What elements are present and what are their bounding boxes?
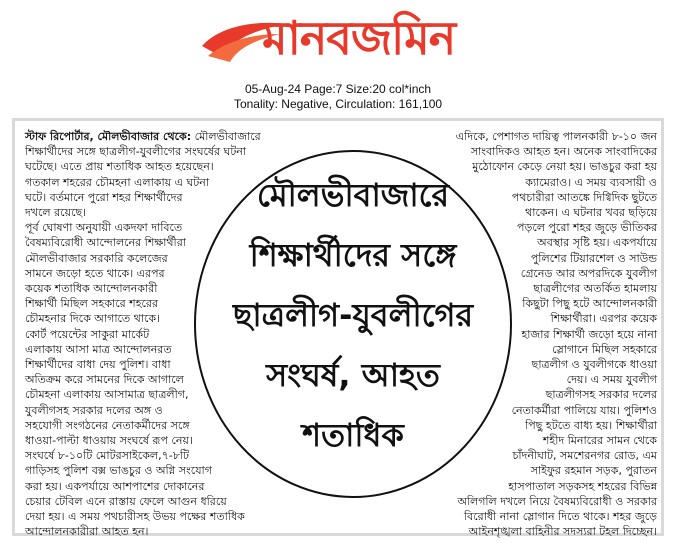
- article-line: শিক্ষার্থীরা। এরপর কয়েক: [550, 312, 657, 326]
- article-line: সাইফুর রহমান সড়ক, পুরাতন: [530, 464, 657, 478]
- headline-line: সংঘর্ষ, আহত: [266, 356, 440, 394]
- article-line: পথচারীরা আতঙ্কে দিগ্বিদিক ছুটতে: [511, 190, 657, 204]
- article-line: কয়েক শতাধিক আন্দোলনকারী: [25, 282, 158, 296]
- article-line: এদিকে, পেশাগত দায়িত্ব পালনকারী ৮-১০ জন: [455, 130, 657, 143]
- article-line: দখলে রয়েছে।: [25, 206, 87, 220]
- masthead-title: মানবজমিন: [262, 11, 456, 65]
- article-line: হাসপাতাল সড়কসহ শহরের বিভিন্ন: [508, 479, 657, 493]
- article-line: গ্রেনেড আর অপরদিকে যুবলীগ: [520, 266, 657, 280]
- article-line: সহযোগী সংগঠনের নেতাকর্মীদের সঙ্গে: [25, 418, 190, 432]
- article-line: অতিক্রম করে সামনের দিকে আগালে: [25, 373, 184, 387]
- article-line: কোর্ট পয়েন্টের সাকুরা মার্কেট: [25, 327, 150, 341]
- article-line: অলিগলি দখলে নিয়ে বৈষম্যবিরোধী ও সরকার: [457, 494, 657, 508]
- article-line: নেতাকর্মীরা পালিয়ে যায়। পুলিশও: [511, 403, 657, 417]
- article-line: আন্দোলনকারীরা আহত হন।: [25, 525, 149, 539]
- article-line: চেয়ার টেবিল এনে রাস্তায় ফেলে আগুন ধরিয়ে: [25, 494, 227, 508]
- article-line: কিছুটা পিছু হটে আন্দোলনকারী: [522, 297, 657, 311]
- masthead: [200, 4, 480, 74]
- article-line: এলাকায় আসা মাত্র আন্দোলনরত: [25, 342, 172, 356]
- article-line: শহীদ মিনারের সামন থেকে: [542, 434, 657, 448]
- article-line: অবস্থার সৃষ্টি হয়। একপর্যায়ে: [537, 236, 657, 250]
- article-line: ছাত্রলীগসহ সরকার দলের: [545, 388, 657, 402]
- article-line: আইনশৃঙ্খলা বাহিনীর সদস্যরা টহল দিচ্ছেন।: [468, 525, 657, 539]
- article-line: পড়লে পুরো শহর জুড়ে ভীতিকর: [517, 221, 657, 235]
- article-line: দেয়া হয়। এ সময় পথচারীসহ উভয় পক্ষের শতাধিক: [25, 510, 245, 524]
- article-line: ধাওয়া-পাল্টা ধাওয়ায় সংঘর্ষে রূপ নেয়।: [25, 434, 193, 448]
- article-line: দেয়। এ সময় যুবলীগ: [566, 373, 657, 387]
- article-line: চৌমহনা এলাকায় আসামাত্র ছাত্রলীগ,: [25, 388, 189, 402]
- article-line: ঘটেছে। এতে প্রায় শতাধিক আহত হয়েছেন।: [25, 160, 214, 174]
- clip-tonality-info: Tonality: Negative, Circulation: 161,100: [233, 97, 443, 111]
- article-line: মুঠোফোন কেড়ে নেয়া হয়। ভাঙচুর করা হয়: [472, 160, 657, 174]
- news-clipping: [12, 118, 664, 539]
- article-line: স্লোগানে মিছিল সহকারে: [552, 342, 657, 356]
- article-line: শিক্ষার্থীদের সঙ্গে ছাত্রলীগ-যুবলীগের সংঘর্ষের ঘটনা: [25, 145, 247, 159]
- headline-line: শিক্ষার্থীদের সঙ্গে: [249, 236, 457, 274]
- clip-meta-info: 05-Aug-24 Page:7 Size:20 col*inch: [244, 82, 432, 96]
- article-line: গতকাল শহরের চৌমহনা এলাকায় এ ঘটনা: [25, 175, 210, 189]
- article-line: হাজার শিক্ষার্থী জড়ো হয়ে নানা: [521, 327, 657, 341]
- article-line: ক্যামেরাও। এ সময় ব্যবসায়ী ও: [525, 175, 657, 189]
- headline-line: মৌলভীবাজারে: [256, 176, 450, 214]
- article-byline: স্টাফ রিপোর্টার, মৌলভীবাজার থেকে:: [25, 130, 192, 143]
- article-line: সাংবাদিকও আহত হন। অনেক সাংবাদিকের: [470, 145, 657, 159]
- article-line: পূর্ব ঘোষণা অনুযায়ী একদফা দাবিতে: [25, 221, 183, 235]
- article-right-column: [405, 129, 657, 539]
- article-line: সংঘর্ষে ৮-১০টি মোটরসাইকেল,৭-৮টি: [25, 449, 190, 463]
- article-line: থাকেন। এ ঘটনার খবর ছড়িয়ে: [525, 206, 657, 220]
- article-line: করা হয়। একপর্যায়ে আশপাশের দোকানের: [25, 479, 205, 493]
- headline-line: ছাত্রলীগ-যুবলীগের: [232, 296, 474, 334]
- article-line: বৈষম্যবিরোধী আন্দোলনের শিক্ষার্থীরা: [25, 236, 186, 250]
- article-line: ঘটে। বর্তমানে পুরো শহর শিক্ষার্থীদের: [25, 190, 183, 204]
- article-line: চৌমহনার দিকে আগাতে থাকে।: [25, 312, 161, 326]
- article-line: ছাত্রলীগের অতর্কিত হামলায়: [533, 282, 657, 296]
- article-line: শিক্ষার্থীদের বাধা দেয় পুলিশ। বাধা: [25, 358, 171, 372]
- article-line: যুবলীগসহ সরকার দলের অঙ্গ ও: [25, 403, 163, 417]
- article-line: মৌলভীবাজার সরকারি কলেজের: [25, 251, 168, 265]
- article-line: সামনে জড়ো হতে থাকে। এরপর: [25, 266, 165, 280]
- article-line: পিছু হটতে বাধ্য হয়। শিক্ষার্থীরা: [525, 418, 657, 432]
- article-line: স্টাফ রিপোর্টার, মৌলভীবাজার থেকে: মৌলভীবাজারে: [25, 130, 261, 143]
- article-line: পুলিশের টিয়ারশেল ও সাউন্ড: [530, 251, 657, 265]
- article-line: চাঁদনীঘাট, সমশেরনগর রোড, এম: [512, 449, 657, 463]
- article-line: গাড়িসহ পুলিশ বক্স ভাঙচুর ও অগ্নি সংযোগ: [25, 464, 212, 478]
- headline-line: শতাধিক: [302, 416, 404, 454]
- article-line: শিক্ষার্থী মিছিল সহকারে শহরের: [25, 297, 158, 311]
- article-line: ছাত্রলীগ ও যুবলীগকে ধাওয়া: [531, 358, 657, 372]
- article-line: বিরোধী নানা স্লোগান দিতে থাকে। শহর জুড়ে: [463, 510, 657, 524]
